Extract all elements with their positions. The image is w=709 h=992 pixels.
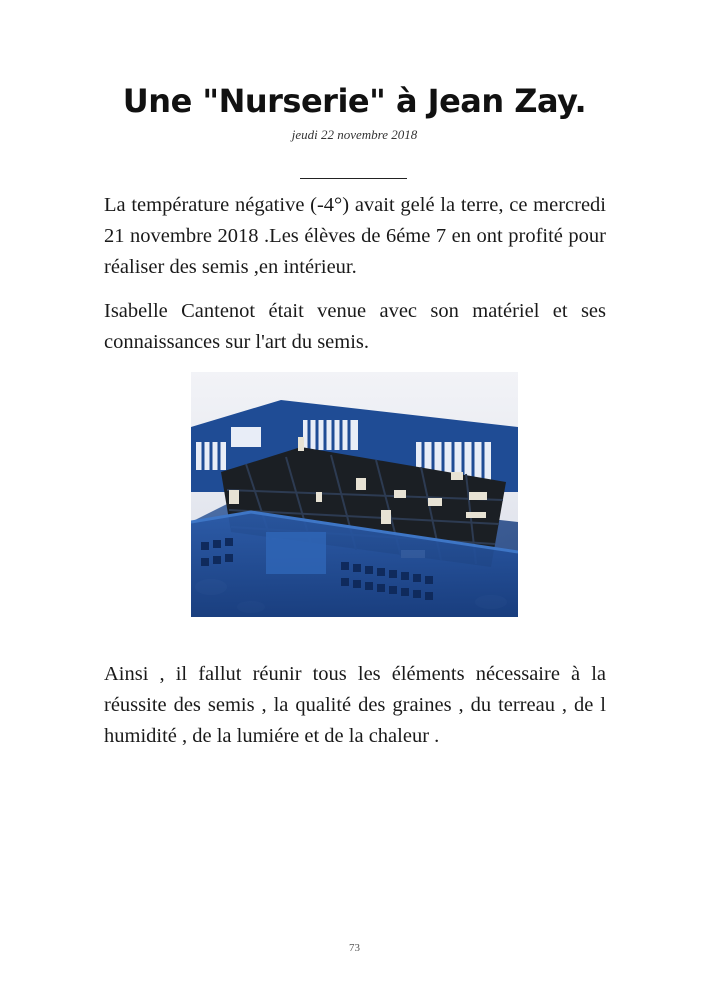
paragraph-teacher: Isabelle Cantenot était venue avec son matériel et ses connaissances sur l'art du semis. — [104, 300, 606, 353]
paragraph-intro: La température négative (-4°) avait gelé la terre, ce mercredi 21 novembre 2018 .Les élèves de 6éme 7 en ont profité pour réaliser des semis ,en intérieur. — [104, 194, 606, 278]
page-number: 73 — [349, 942, 360, 954]
title-divider — [300, 178, 407, 179]
page-title: Une "Nurserie" à Jean Zay. — [122, 82, 587, 120]
article-date: jeudi 22 novembre 2018 — [291, 127, 418, 142]
paragraph-conclusion: Ainsi , il fallut réunir tous les éléments nécessaire à la réussite des semis , la qualité des graines , du terreau , de l humidité , de la lumiére et de la chaleur . — [104, 663, 606, 747]
seed-tray-photo — [191, 372, 518, 617]
